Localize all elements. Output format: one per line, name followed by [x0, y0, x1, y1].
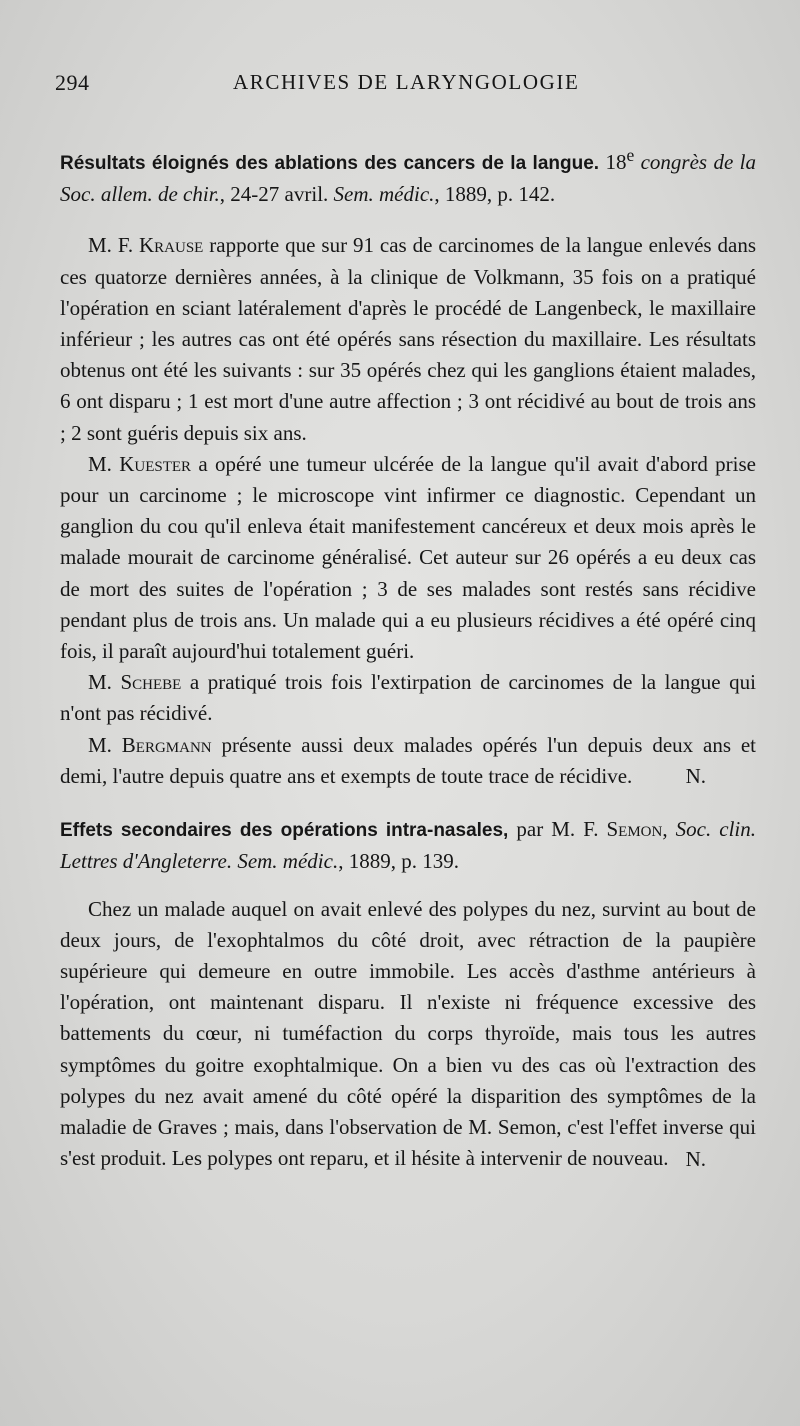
- article2-comma: ,: [662, 817, 668, 842]
- spacer: [60, 792, 756, 814]
- paragraph-text: présente aussi deux malades opérés l'un depuis deux ans et demi, l'autre depuis quatre ans et exempts de toute trace de récidive.: [60, 732, 756, 788]
- paragraph-text: a pratiqué trois fois l'extirpation de carcinomes de la langue qui n'ont pas récidivé.: [60, 670, 756, 726]
- article2-heading: [60, 814, 756, 877]
- article1-paragraph-kuester: [60, 449, 756, 667]
- paragraph-text: a opéré une tumeur ulcérée de la langue qu'il avait d'abord prise pour un carcinome ; le microscope vint infirmer ce diagnostic. Cependant un ganglion du cou qu'il enleva était manifestement cancéreux et deux mois après le malade mourait de carcinome généralisé. Cet auteur sur 26 opérés a eu deux cas de mort des suites de l'opération ; 3 de ses malades sont restés sans récidive pendant plus de trois ans. Un malade qui a eu plusieurs récidives a été opéré cinq fois, il paraît aujourd'hui totalement guéri.: [60, 451, 756, 664]
- article1-signature: N.: [685, 764, 706, 789]
- page-number: 294: [55, 70, 90, 95]
- article2-society: Soc. clin. Lettres d'Angleterre. Sem. médic.: [60, 817, 756, 874]
- paragraph-text: rapporte que sur 91 cas de carcinomes de la langue enlevés dans ces quatorze dernières années, à la clinique de Volkmann, 35 fois on a pratiqué l'opération en sciant latéralement d'après le procédé de Langenbeck, le maxillaire inférieur ; les autres cas ont été opérés sans résection du maxillaire. Les résultats obtenus ont été les suivants : sur 35 opérés chez qui les ganglions étaient malades, 6 ont disparu ; 1 est mort d'une autre affection ; 3 ont récidivé au bout de trois ans ; 2 sont guéris depuis six ans.: [60, 233, 756, 445]
- article1-journal: Sem. médic.: [333, 182, 435, 207]
- author-name: M. Bergmann: [88, 732, 212, 757]
- article1-year: , 1889, p. 142.: [434, 182, 556, 207]
- article1-date: , 24-27 avril.: [219, 182, 334, 207]
- article1-source-prefix: 18: [605, 150, 627, 174]
- page-body: [60, 140, 756, 1175]
- article2-by: par M. F.: [508, 817, 607, 842]
- article2-paragraph: [60, 894, 756, 1175]
- paragraph-text: Chez un malade auquel on avait enlevé des polypes du nez, survint au bout de deux jours, de l'exophtalmos du côté droit, avec rétraction de la paupière supérieure qui demeure en outre immobile. Les accès d'asthme antérieurs à l'opération, ont maintenant disparu. Il n'existe ni fréquence excessive des battements du cœur, ni tuméfaction du corps thyroïde, mais tous les autres symptômes du goitre exophtalmique. On a bien vu des cas où l'extraction des polypes du nez avait amené du côté opéré la disparition des symptômes de la maladie de Graves ; mais, dans l'observation de M. Semon, c'est l'effet inverse qui s'est produit. Les polypes ont reparu, et il hésite à intervenir de nouveau.: [60, 896, 756, 1171]
- article2-title: Effets secondaires des opérations intra-nasales,: [60, 820, 509, 842]
- article1-paragraph-schebe: [60, 667, 756, 729]
- article2-year: , 1889, p. 139.: [338, 849, 459, 874]
- article1-society: de la Soc. allem. de chir.: [60, 150, 756, 207]
- article1-title: Résultats éloignés des ablations des cancers de la langue.: [60, 153, 600, 174]
- spacer: [60, 878, 756, 894]
- article2-signature: N.: [685, 1146, 706, 1171]
- article1-paragraph-krause: [60, 230, 756, 448]
- article1-heading: [60, 140, 756, 210]
- running-title: ARCHIVES DE LARYNGOLOGIE: [233, 70, 580, 94]
- author-name: M. F. Krause: [88, 233, 204, 258]
- author-name: M. Kuester: [88, 451, 192, 476]
- article2-author: Semon: [606, 817, 663, 842]
- article1-congres: congrès: [634, 150, 708, 174]
- article1-source-sup: e: [626, 145, 635, 165]
- spacer: [60, 210, 756, 230]
- author-name: M. Schebe: [88, 670, 182, 695]
